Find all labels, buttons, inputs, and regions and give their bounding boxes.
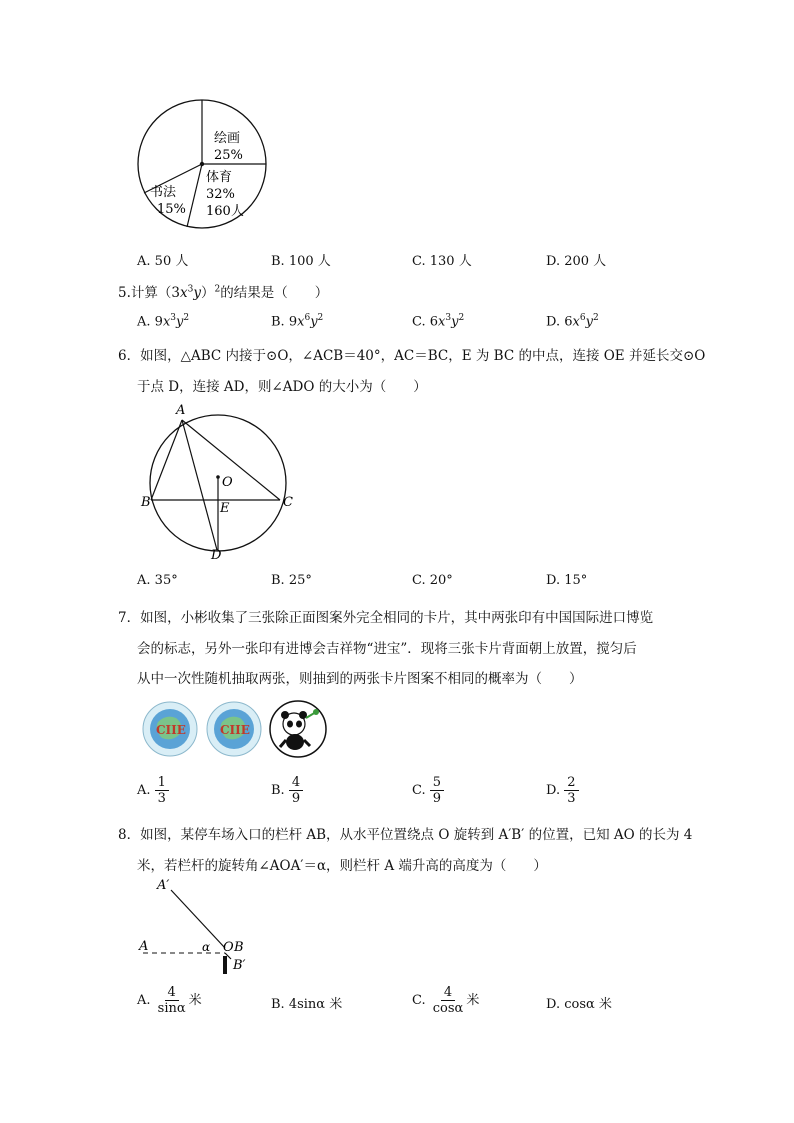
q7-stem-line1: 7．如图，小彬收集了三张除正面图案外完全相同的卡片，其中两张印有中国国际进口博览 [118,610,654,626]
slice-percent-sports: 32% [206,187,235,202]
pie-center-dot [200,162,204,166]
label-b: B [141,495,151,510]
ciie-card-2 [207,702,261,756]
label-o: O [223,940,234,955]
point-o [216,475,220,479]
q6-option-d: D. 15° [546,573,588,588]
svg-text:CIIE: CIIE [220,723,250,737]
q8-stem-line1: 8．如图，某停车场入口的栏杆 AB，从水平位置绕点 O 旋转到 A′B′ 的位置，已知 AO 的长为 4 [118,827,693,843]
label-a-prime: A′ [157,878,170,893]
q6-option-a: A. 35° [137,573,178,588]
label-d: D [211,548,222,563]
q7-option-c: C. $\frac{5}{9}$ [412,775,444,806]
q4-option-d: D. 200 人 [546,254,607,269]
q7-option-d: D. $\frac{2}{3}$ [546,775,579,806]
q7-option-b: B. $\frac{4}{9}$ [271,775,303,806]
q6-stem-line2: 于点 D，连接 AD，则∠ADO 的大小为（ ） [137,379,427,395]
mascot-jinbao-card [270,701,326,757]
q5-option-a: A. $9x^3y^2$ [137,313,190,330]
barrier-post [223,956,227,974]
svg-text:CIIE: CIIE [156,723,186,737]
label-alpha: α [202,940,211,954]
label-b: B [234,940,244,955]
ciie-card-1 [143,702,197,756]
q7-option-a: A. $\frac{1}{3}$ [137,775,169,806]
slice-count-sports: 160人 [206,204,244,219]
q6-option-b: B. 25° [271,573,312,588]
slice-label-painting: 绘画 [214,131,241,146]
q6-circle-figure [138,400,298,565]
q4-option-a: A. 50 人 [137,254,189,269]
label-o: O [222,475,233,490]
q7-stem-line2: 会的标志，另外一张印有进博会吉祥物“进宝”．现将三张卡片背面朝上放置，搅匀后 [137,641,637,657]
q7-stem-line3: 从中一次性随机抽取两张，则抽到的两张卡片图案不相同的概率为（ ） [137,671,583,687]
q6-stem-line1: 6．如图，△ABC 内接于⊙O，∠ACB＝40°，AC＝BC，E 为 BC 的中点，连接 OE 并延长交⊙O [118,348,706,364]
q8-barrier-figure [135,876,270,980]
q8-stem-line2: 米，若栏杆的旋转角∠AOA′＝α，则栏杆 A 端升高的高度为（ ） [137,858,547,874]
segment-a-prime-o [171,890,225,948]
q8-option-a: A. $\frac{4}{\sin\alpha}$ 米 [137,985,202,1016]
label-a: A [139,939,149,954]
slice-label-calligraphy: 书法 [150,185,177,200]
slice-percent-calligraphy: 15% [157,202,186,217]
q8-option-d: D. cosα 米 [546,997,612,1012]
q7-cards [140,700,335,760]
label-b-prime: B′ [233,958,246,973]
q5-option-d: D. $6x^6y^2$ [546,313,599,330]
q8-option-c: C. $\frac{4}{\cos\alpha}$ 米 [412,985,480,1016]
slice-percent-painting: 25% [214,148,243,163]
label-e: E [220,501,230,516]
pie-divider-bottom [187,164,202,227]
q6-option-c: C. 20° [412,573,453,588]
q8-option-b: B. 4sinα 米 [271,997,343,1012]
label-c: C [283,495,293,510]
pie-chart [130,92,280,242]
q4-option-b: B. 100 人 [271,254,331,269]
q5-stem: 5.计算$(3x^3y)^2$的结果是（ ） [118,284,329,301]
label-a: A [176,403,186,418]
q4-option-c: C. 130 人 [412,254,472,269]
segment-ab [151,420,182,500]
segment-ad [182,420,217,550]
q5-option-b: B. $9x^6y^2$ [271,313,324,330]
q5-option-c: C. $6x^3y^2$ [412,313,465,330]
slice-label-sports: 体育 [206,170,233,185]
